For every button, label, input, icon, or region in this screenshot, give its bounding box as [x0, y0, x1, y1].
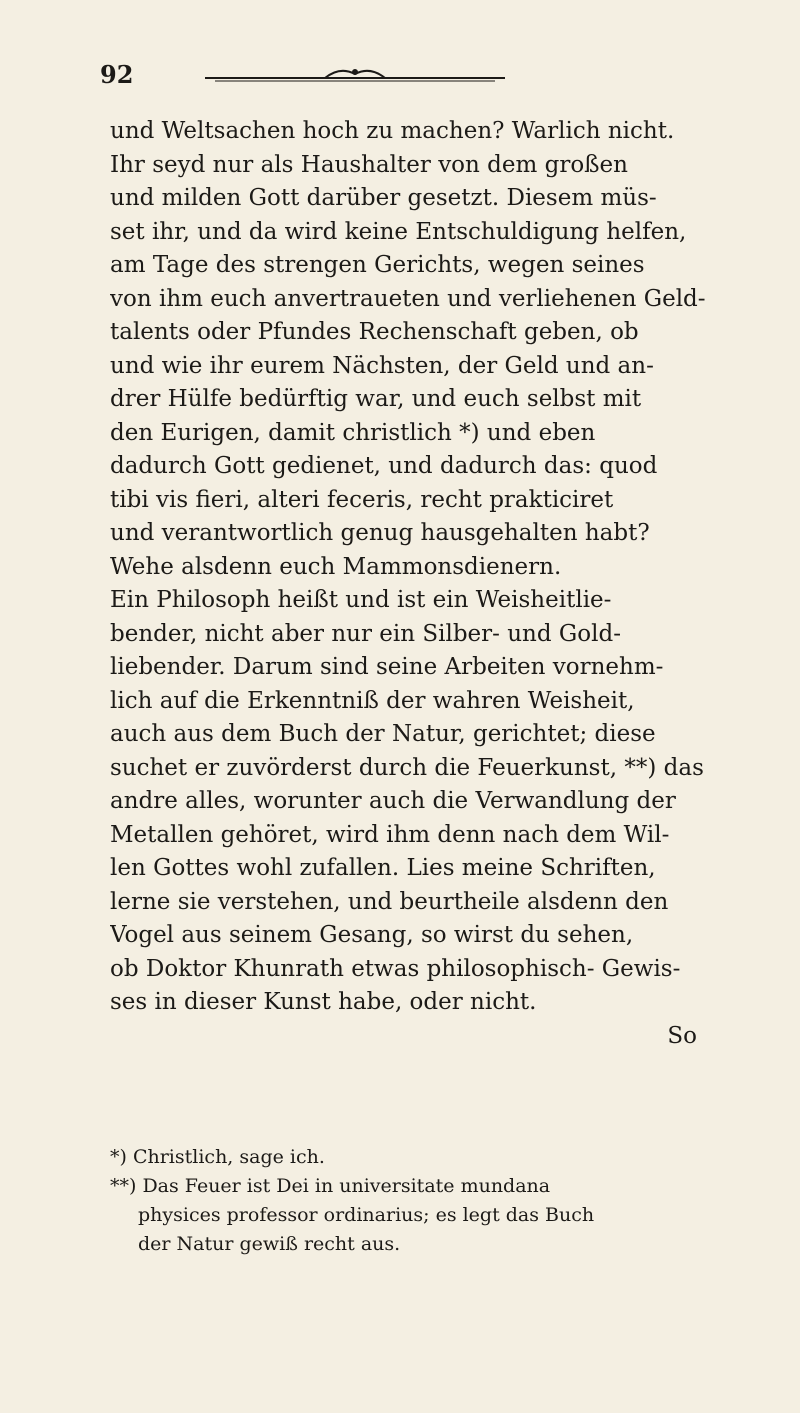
text-line: und milden Gott darüber gesetzt. Diesem müs-	[110, 185, 657, 211]
catchword: So	[667, 1022, 697, 1049]
text-line: bender, nicht aber nur ein Silber- und Gold-	[110, 620, 621, 647]
footnote-line: der Natur gewiß recht aus.	[138, 1233, 401, 1255]
text-line: und wie ihr eurem Nächsten, der Geld und an-	[110, 352, 654, 379]
text-line: Ein Philosoph heißt und ist ein Weisheitlie-	[110, 587, 612, 613]
text-line: ob Doktor Khunrath etwas philosophisch- Gewis-	[110, 955, 681, 982]
text-line: den Eurigen, damit christlich *) und eben	[110, 419, 596, 446]
text-line: talents oder Pfundes Rechenschaft geben, ob	[110, 319, 639, 345]
text-line: Metallen gehöret, wird ihm denn nach dem Wil-	[110, 821, 670, 848]
text-line: von ihm euch anvertraueten und verliehenen Geld-	[110, 285, 706, 312]
text-line: suchet er zuvörderst durch die Feuerkunst, **) das	[110, 754, 704, 781]
footnote-line: *) Christlich, sage ich.	[110, 1146, 325, 1168]
text-line: lerne sie verstehen, und beurtheile alsdenn den	[110, 888, 669, 915]
text-line: liebender. Darum sind seine Arbeiten vornehm-	[110, 654, 664, 680]
text-line: Wehe alsdenn euch Mammonsdienern.	[110, 553, 562, 580]
text-line: und verantwortlich genug hausgehalten habt?	[110, 520, 650, 546]
text-line: len Gottes wohl zufallen. Lies meine Schriften,	[110, 855, 656, 881]
footnote-line: physices professor ordinarius; es legt das Buch	[138, 1204, 595, 1226]
text-line: dadurch Gott gedienet, und dadurch das: quod	[110, 453, 658, 479]
text-line: tibi vis fieri, alteri feceris, recht prakticiret	[110, 486, 614, 513]
text-line: lich auf die Erkenntniß der wahren Weisheit,	[110, 687, 635, 714]
text-line: und Weltsachen hoch zu machen? Warlich nicht.	[110, 118, 675, 144]
text-line: auch aus dem Buch der Natur, gerichtet; diese	[110, 721, 656, 747]
page-header	[100, 60, 720, 100]
main-text-block	[110, 115, 715, 1053]
footnotes	[110, 1143, 715, 1259]
text-line: andre alles, worunter auch die Verwandlung der	[110, 788, 676, 814]
footnote-line: **) Das Feuer ist Dei in universitate mundana	[110, 1175, 551, 1197]
text-line: drer Hülfe bedürftig war, und euch selbst mit	[110, 386, 642, 412]
text-line: ses in dieser Kunst habe, oder nicht.	[110, 989, 537, 1015]
text-line: Vogel aus seinem Gesang, so wirst du sehen,	[110, 922, 634, 948]
page-number: 92	[100, 60, 134, 89]
decorative-rule-ornament-icon	[205, 64, 505, 86]
text-line: am Tage des strengen Gerichts, wegen seines	[110, 252, 645, 278]
text-line: set ihr, und da wird keine Entschuldigung helfen,	[110, 218, 687, 245]
text-line: Ihr seyd nur als Haushalter von dem großen	[110, 151, 628, 178]
